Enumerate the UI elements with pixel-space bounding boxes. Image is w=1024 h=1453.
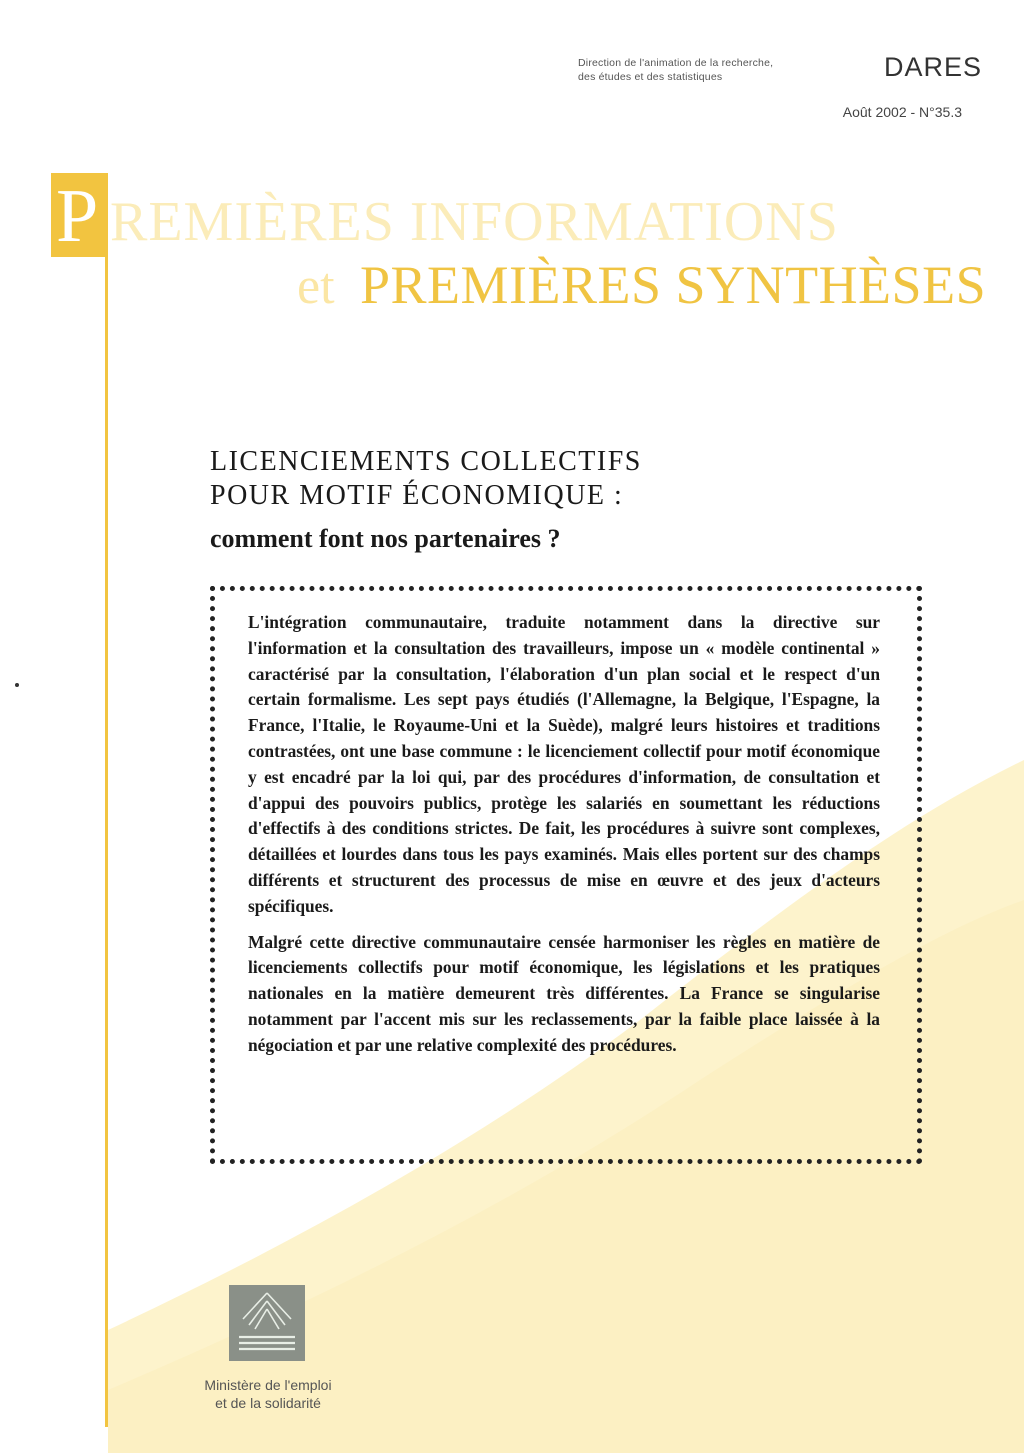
series-title-line1: REMIÈRES INFORMATIONS [110,191,839,253]
margin-dot [15,683,19,687]
article-title-line1: LICENCIEMENTS COLLECTIFS [210,446,642,477]
series-title-connector: et [297,258,335,315]
article-subtitle: comment font nos partenaires ? [210,524,561,553]
series-title-line2: PREMIÈRES SYNTHÈSES [360,255,987,315]
series-initial-letter: P [56,174,99,258]
ministry-name-line1: Ministère de l'emploi [204,1377,332,1393]
accent-vertical-rule [105,257,108,1427]
ministry-name [168,1376,368,1412]
abstract-paragraph-1: L'intégration communautaire, traduite notamment dans la directive sur l'information et la consultation des travailleurs, impose un « modèle continental » caractérisé par la consultation, l'élaboration d'un plan social et le respect d'un certain formalisme. Les sept pays étudiés (l'Allemagne, la Belgique, l'Espagne, la France, l'Italie, le Royaume-Uni et la Suède), malgré leurs histoires et traditions contrastées, ont une base commune : le licenciement collectif pour motif économique y est encadré par la loi qui, par des procédures d'information, de consultation et d'appui des pouvoirs publics, protège les salariés en soumettant les réductions d'effectifs à des conditions strictes. De fait, les procédures à suivre sont complexes, détaillées et lourdes dans tous les pays examinés. Mais elles portent sur des champs différents et structurent des processus de mise en œuvre et des jeux d'acteurs spécifiques. [248,612,880,916]
abstract-paragraph-2: Malgré cette directive communautaire censée harmoniser les règles en matière de licenciements collectifs pour motif économique, les législations et les pratiques nationales en la matière demeurent très différentes. La France se singularise notamment par l'accent mis sur les reclassements, par la faible place laissée à la négociation et par une relative complexité des procédures. [248,931,880,1055]
org-name-line2: des études et des statistiques [578,71,723,83]
article-title [210,445,642,513]
org-name-line1: Direction de l'animation de la recherche, [578,57,774,69]
abstract [248,610,880,1069]
org-acronym: DARES [884,52,983,82]
ministry-logo-icon [229,1285,305,1361]
issue-number: Août 2002 - N°35.3 [842,104,962,120]
article-title-line2: POUR MOTIF ÉCONOMIQUE : [210,480,624,511]
ministry-name-line2: et de la solidarité [215,1395,321,1411]
